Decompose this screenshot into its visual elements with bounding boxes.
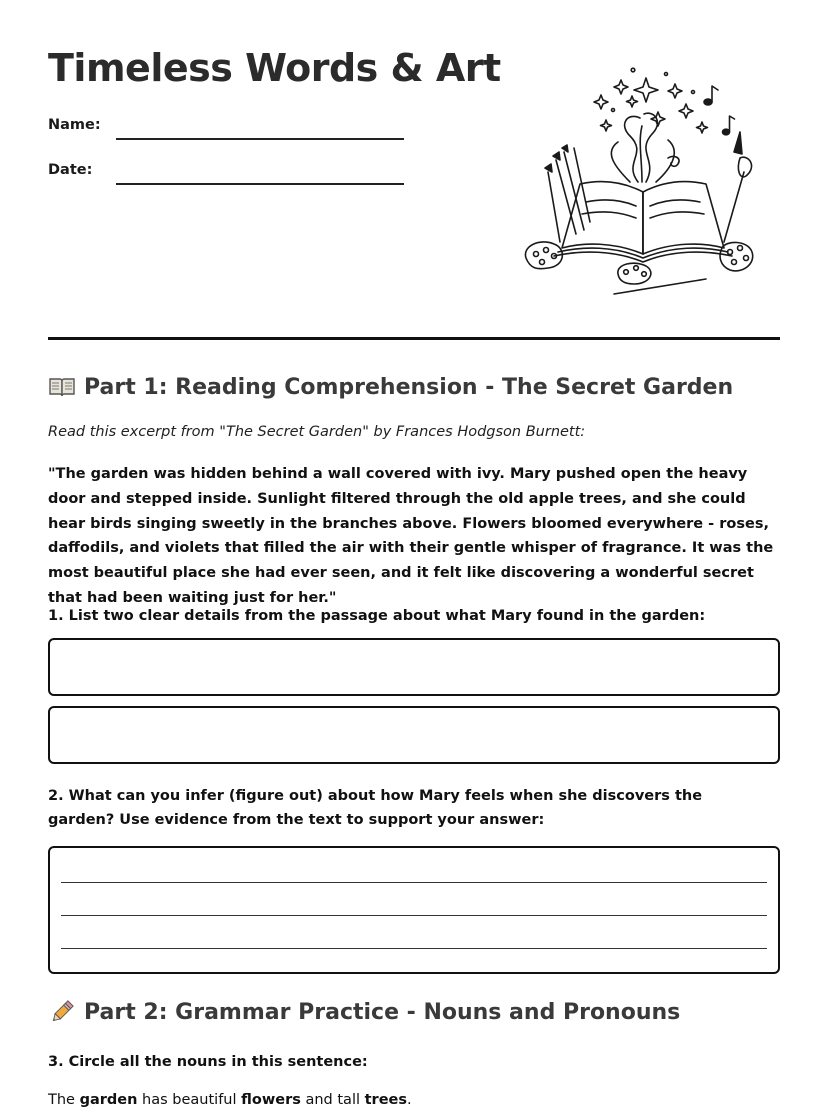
pencil-icon: [48, 999, 76, 1025]
book-and-art-illustration: [518, 62, 768, 302]
noun-word[interactable]: garden: [79, 1092, 138, 1108]
header-divider: [48, 337, 780, 340]
answer-line: [61, 915, 767, 916]
noun-sentence: [48, 1092, 412, 1108]
part1-heading-text: Part 1: Reading Comprehension - The Secret Garden: [84, 374, 734, 400]
sentence-text: and tall: [300, 1092, 365, 1108]
sentence-text: .: [407, 1092, 412, 1108]
swirl-decoration: [611, 113, 679, 182]
open-book-icon: [48, 374, 76, 400]
part2-heading-text: Part 2: Grammar Practice - Nouns and Pronouns: [84, 999, 681, 1025]
q1-answer-box-2[interactable]: [48, 706, 780, 764]
question-1: 1. List two clear details from the passage about what Mary found in the garden:: [48, 608, 706, 624]
sentence-text: has beautiful: [137, 1092, 242, 1108]
sparkles-decoration: [594, 68, 708, 133]
q1-answer-box-1[interactable]: [48, 638, 780, 696]
question-2: 2. What can you infer (figure out) about how Mary feels when she discovers the garden? Use evidence from the text to support your answer:: [48, 788, 703, 828]
answer-line: [61, 882, 767, 883]
name-line[interactable]: [116, 138, 404, 140]
passage-excerpt: "The garden was hidden behind a wall covered with ivy. Mary pushed open the heavy door and stepped inside. Sunlight filtered through the old apple trees, and she could hear birds singing sweetly in the branches above. Flowers bloomed everywhere - roses, daffodils, and violets that filled the air with their gentle whisper of fragrance. It was the most beautiful place she had ever seen, and it felt like discovering a wonderful secret that had been waiting just for her.": [48, 466, 774, 606]
name-label: Name:: [48, 117, 101, 133]
worksheet-title: Timeless Words & Art: [48, 46, 501, 90]
open-book-drawing: [554, 182, 732, 262]
date-line[interactable]: [116, 183, 404, 185]
music-notes-decoration: [704, 86, 735, 135]
answer-line: [61, 948, 767, 949]
part2-heading: [48, 999, 680, 1025]
noun-word[interactable]: trees: [364, 1092, 408, 1108]
question-3: 3. Circle all the nouns in this sentence:: [48, 1054, 368, 1070]
part1-heading: [48, 374, 733, 400]
passage-intro: Read this excerpt from "The Secret Garden" by Frances Hodgson Burnett:: [48, 424, 586, 440]
q2-answer-box[interactable]: [48, 846, 780, 974]
sentence-text: The: [48, 1092, 80, 1108]
date-label: Date:: [48, 162, 93, 178]
noun-word[interactable]: flowers: [241, 1092, 301, 1108]
